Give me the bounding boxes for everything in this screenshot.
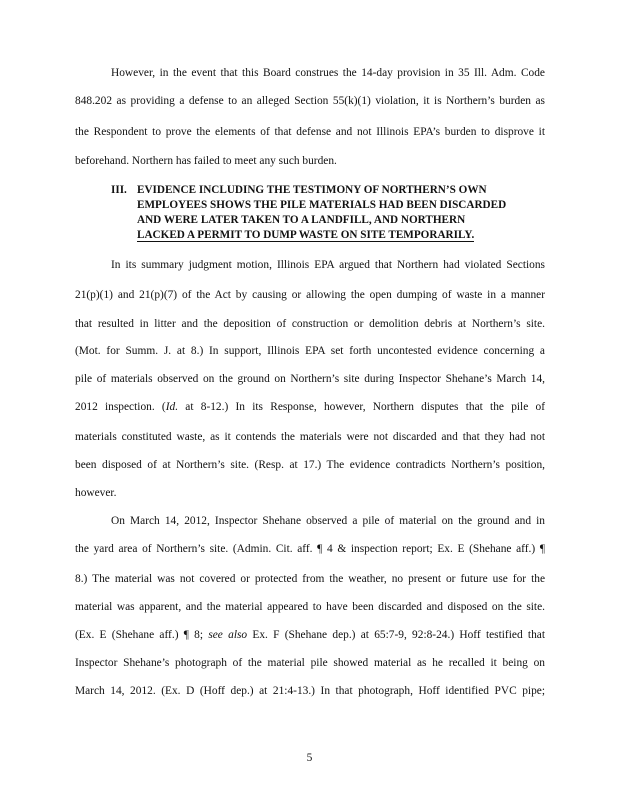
section-heading-line-2: EMPLOYEES SHOWS THE PILE MATERIALS HAD BEEN DISCARDED: [137, 199, 507, 211]
page-number: 5: [306, 752, 313, 764]
paragraph-2-line-5: pile of materials observed on the ground on Northern’s site during Inspector Shehane’s March 14,: [75, 373, 545, 385]
section-heading-line-3: AND WERE LATER TAKEN TO A LANDFILL, AND NORTHERN: [137, 214, 466, 226]
see-also-signal: see also: [208, 629, 248, 641]
paragraph-3-line-1: On March 14, 2012, Inspector Shehane observed a pile of material on the ground and in: [111, 515, 545, 527]
paragraph-2-line-4: (Mot. for Summ. J. at 8.) In support, Illinois EPA set forth uncontested evidence concerning a: [75, 345, 545, 357]
paragraph-3-line-5-end: Ex. F (Shehane dep.) at 65:7-9, 92:8-24.) Hoff testified that: [247, 629, 545, 641]
paragraph-1-line-3: the Respondent to prove the elements of that defense and not Illinois EPA’s burden to disprove it: [75, 126, 545, 138]
paragraph-1-line-4: beforehand. Northern has failed to meet any such burden.: [75, 155, 337, 167]
paragraph-2-line-6: [75, 400, 545, 414]
paragraph-3-line-6: Inspector Shehane’s photograph of the material pile showed material as he recalled it being on: [75, 657, 545, 669]
section-heading-line-1: [111, 183, 487, 198]
id-citation: Id.: [165, 401, 179, 413]
paragraph-3-line-4: material was apparent, and the material appeared to have been discarded and disposed on the site.: [75, 601, 545, 613]
paragraph-2-line-9: however.: [75, 487, 117, 499]
paragraph-2-line-6-start: 2012 inspection. (: [75, 401, 166, 413]
paragraph-2-line-7: materials constituted waste, as it contends the materials were not discarded and that they had not: [75, 431, 545, 443]
paragraph-3-line-3: 8.) The material was not covered or protected from the weather, no present or future use for the: [75, 573, 545, 585]
section-heading-line-4: [137, 228, 474, 243]
paragraph-2-line-3: that resulted in litter and the deposition of construction or demolition debris at Northern’s site.: [75, 318, 545, 330]
paragraph-1-line-2: 848.202 as providing a defense to an alleged Section 55(k)(1) violation, it is Northern’s burden as: [75, 95, 545, 107]
paragraph-3-line-2: the yard area of Northern’s site. (Admin. Cit. aff. ¶ 4 & inspection report; Ex. E (Shehane aff.) ¶: [75, 543, 545, 555]
paragraph-2-line-8: been disposed of at Northern’s site. (Resp. at 17.) The evidence contradicts Northern’s position,: [75, 459, 545, 471]
paragraph-3-line-7: March 14, 2012. (Ex. D (Hoff dep.) at 21:4-13.) In that photograph, Hoff identified PVC pipe;: [75, 685, 545, 697]
paragraph-3-line-5-start: (Ex. E (Shehane aff.) ¶ 8;: [75, 629, 209, 641]
paragraph-2-line-2: 21(p)(1) and 21(p)(7) of the Act by causing or allowing the open dumping of waste in a manner: [75, 289, 545, 301]
section-number: III.: [111, 184, 127, 196]
section-heading-text-1: EVIDENCE INCLUDING THE TESTIMONY OF NORTHERN’S OWN: [137, 184, 487, 196]
paragraph-2-line-1: In its summary judgment motion, Illinois EPA argued that Northern had violated Sections: [111, 259, 545, 271]
paragraph-3-line-5: [75, 628, 545, 642]
section-heading-text-4: LACKED A PERMIT TO DUMP WASTE ON SITE TEMPORARILY.: [137, 229, 475, 241]
paragraph-1-line-1: However, in the event that this Board construes the 14-day provision in 35 Ill. Adm. Code: [111, 67, 545, 79]
paragraph-2-line-6-end: at 8-12.) In its Response, however, Northern disputes that the pile of: [178, 401, 545, 413]
